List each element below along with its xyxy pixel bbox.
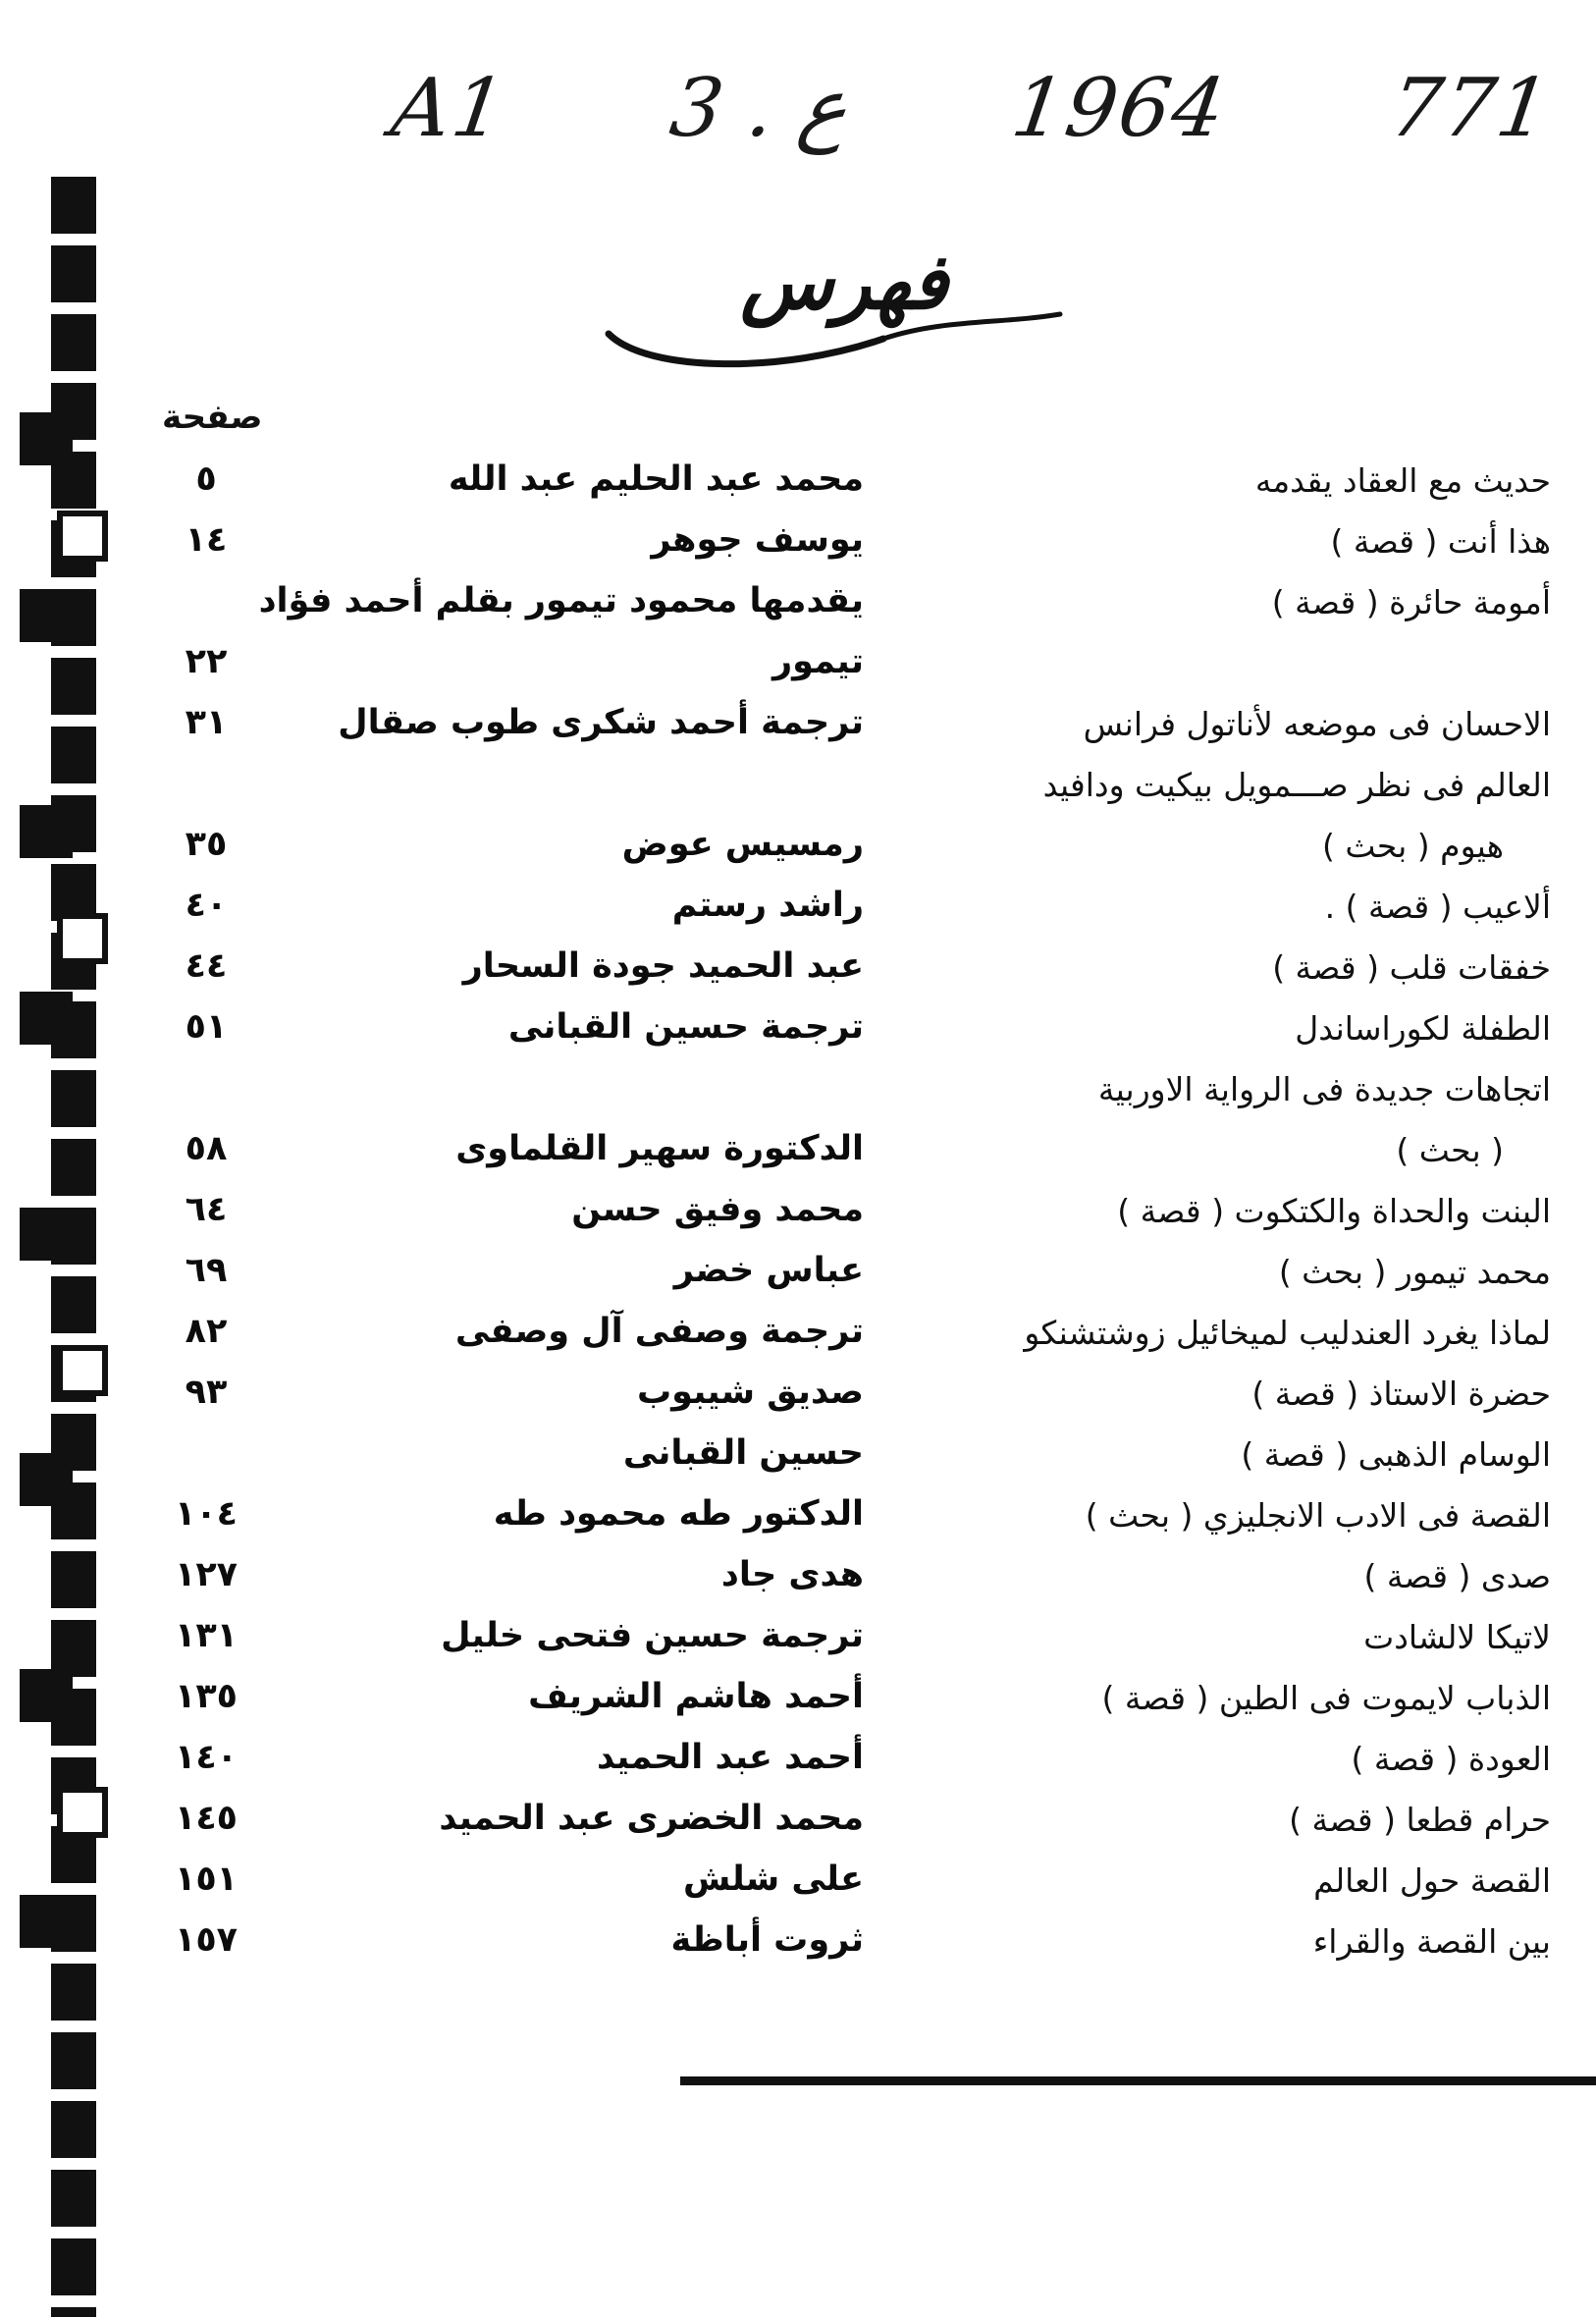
toc-page: ١٤٠ <box>174 1738 239 1777</box>
toc-title: ألاعيب ( قصة ) . <box>1324 888 1551 926</box>
toc-author: راشد رستم <box>671 886 864 925</box>
toc-author: ثروت أباظة <box>670 1920 864 1960</box>
toc-title: حديث مع العقاد يقدمه <box>1254 461 1551 500</box>
binding-mark <box>20 1669 73 1722</box>
handwritten-ref-a1: A1 <box>386 61 513 155</box>
toc-row <box>98 758 1551 819</box>
toc-row <box>98 819 1551 880</box>
toc-page: ٥٨ <box>185 1129 228 1168</box>
toc-author: ترجمة أحمد شكرى طوب صقال <box>338 703 864 742</box>
toc-author: محمد عبد الحليم عبد الله <box>448 459 864 499</box>
toc-author: أحمد هاشم الشريف <box>528 1677 864 1716</box>
toc-title: العودة ( قصة ) <box>1351 1740 1551 1778</box>
toc-page: ٣١ <box>185 703 228 742</box>
toc-title: اتجاهات جديدة فى الرواية الاوربية <box>1097 1070 1551 1108</box>
toc-row <box>98 1184 1551 1245</box>
toc-title: صدى ( قصة ) <box>1363 1557 1551 1595</box>
toc-row <box>98 1610 1551 1671</box>
toc-row <box>98 1732 1551 1793</box>
toc-page: ٥ <box>195 459 217 499</box>
page-column-header: صفحة <box>162 398 263 437</box>
toc-row <box>98 1367 1551 1428</box>
toc-title: أمومة حائرة ( قصة ) <box>1271 583 1551 621</box>
binding-mark <box>20 412 73 465</box>
toc-title: بين القصة والقراء <box>1312 1922 1551 1961</box>
toc-title: العالم فى نظر صـــمويل بيكيت ودافيد <box>1042 766 1551 804</box>
toc-author: الدكتور طه محمود طه <box>493 1494 864 1534</box>
toc-title: لاتيكا لالشادت <box>1363 1618 1551 1656</box>
handwritten-ref-code: 3 . ع <box>665 61 855 155</box>
toc-page: ٥١ <box>185 1007 228 1047</box>
toc-title: الذباب لايموت فى الطين ( قصة ) <box>1101 1679 1551 1717</box>
toc-page: ١٢٧ <box>174 1555 239 1594</box>
binding-mark <box>20 1208 73 1261</box>
toc-title: حرام قطعا ( قصة ) <box>1289 1801 1551 1839</box>
toc-page: ٢٢ <box>185 642 228 681</box>
binding-mark <box>20 1895 73 1948</box>
toc-page: ٨٢ <box>185 1312 228 1351</box>
toc-title: هيوم ( بحث ) <box>1322 827 1504 865</box>
toc-author: عبد الحميد جودة السحار <box>462 946 864 986</box>
toc-title: الاحسان فى موضعه لأناتول فرانس <box>1083 705 1551 743</box>
toc-row <box>98 941 1551 1001</box>
toc-title: البنت والحداة والكتكوت ( قصة ) <box>1117 1192 1551 1230</box>
toc-author: رمسيس عوض <box>621 825 864 864</box>
toc-row <box>98 1488 1551 1549</box>
toc-author: ترجمة وصفى آل وصفى <box>454 1312 864 1351</box>
toc-title: لماذا يغرد العندليب لميخائيل زوشتشنكو <box>1024 1314 1551 1352</box>
handwritten-ref-number: 771 <box>1384 61 1558 155</box>
toc-row <box>98 1062 1551 1123</box>
binding-mark <box>20 589 73 642</box>
bottom-rule <box>680 2076 1596 2085</box>
toc-author: تيمور <box>772 642 864 681</box>
toc-author: هدى جاد <box>720 1555 864 1594</box>
binding-mark <box>20 805 73 858</box>
toc-page: ٤٤ <box>185 946 228 986</box>
toc-page: ٩٣ <box>185 1373 228 1412</box>
toc-row <box>98 1914 1551 1975</box>
heading <box>589 226 1099 373</box>
toc-title: الوسام الذهبى ( قصة ) <box>1241 1435 1551 1474</box>
toc-row <box>98 1428 1551 1488</box>
toc-author: صديق شيبوب <box>636 1373 864 1412</box>
toc-title: خفقات قلب ( قصة ) <box>1272 948 1551 987</box>
toc-author: ترجمة حسين القبانى <box>507 1007 864 1047</box>
toc-row <box>98 1245 1551 1306</box>
toc-author: أحمد عبد الحميد <box>596 1738 864 1777</box>
toc-author: محمد وفيق حسن <box>571 1190 864 1229</box>
toc-row <box>98 1854 1551 1914</box>
toc-title: هذا أنت ( قصة ) <box>1330 522 1551 561</box>
handwritten-ref-year: 1964 <box>1006 61 1233 155</box>
toc-page: ١٠٤ <box>174 1494 239 1534</box>
toc-row <box>98 1306 1551 1367</box>
toc-author: يقدمها محمود تيمور بقلم أحمد فؤاد <box>258 581 864 620</box>
toc-row <box>98 1001 1551 1062</box>
toc-row <box>98 1123 1551 1184</box>
toc-author: يوسف جوهر <box>651 520 864 560</box>
toc-author: محمد الخضرى عبد الحميد <box>439 1799 864 1838</box>
toc-page: ٦٩ <box>185 1251 228 1290</box>
toc-page: ٤٠ <box>185 886 228 925</box>
toc-author: الدكتورة سهير القلماوى <box>455 1129 864 1168</box>
toc-page: ١٣٥ <box>174 1677 239 1716</box>
page-title: فهرس <box>740 238 948 327</box>
toc-page: ٦٤ <box>185 1190 228 1229</box>
toc-row <box>98 514 1551 575</box>
toc-row <box>98 1671 1551 1732</box>
toc-page: ١٤ <box>185 520 228 560</box>
toc-row <box>98 697 1551 758</box>
toc-author: على شلش <box>683 1860 864 1899</box>
toc-row <box>98 880 1551 941</box>
toc-author: ترجمة حسين فتحى خليل <box>441 1616 864 1655</box>
toc-page: ٣٥ <box>185 825 228 864</box>
toc-row <box>98 575 1551 636</box>
toc-author: حسين القبانى <box>622 1433 864 1473</box>
table-of-contents <box>98 454 1551 1975</box>
toc-row <box>98 1549 1551 1610</box>
toc-row <box>98 1793 1551 1854</box>
toc-page: ١٤٥ <box>174 1799 239 1838</box>
toc-title: حضرة الاستاذ ( قصة ) <box>1251 1375 1551 1413</box>
toc-row <box>98 454 1551 514</box>
binding-mark <box>20 1453 73 1506</box>
handwritten-reference <box>386 54 1558 162</box>
toc-title: الطفلة لكوراساندل <box>1295 1009 1551 1048</box>
binding-mark <box>20 992 73 1045</box>
toc-title: القصة حول العالم <box>1313 1861 1551 1900</box>
toc-page: ١٥١ <box>174 1860 239 1899</box>
toc-title: ( بحث ) <box>1396 1131 1504 1169</box>
toc-page: ١٥٧ <box>174 1920 239 1960</box>
toc-title: محمد تيمور ( بحث ) <box>1278 1253 1551 1291</box>
toc-title: القصة فى الادب الانجليزي ( بحث ) <box>1085 1496 1551 1535</box>
toc-row <box>98 636 1551 697</box>
toc-author: عباس خضر <box>673 1251 864 1290</box>
toc-page: ١٣١ <box>174 1616 239 1655</box>
